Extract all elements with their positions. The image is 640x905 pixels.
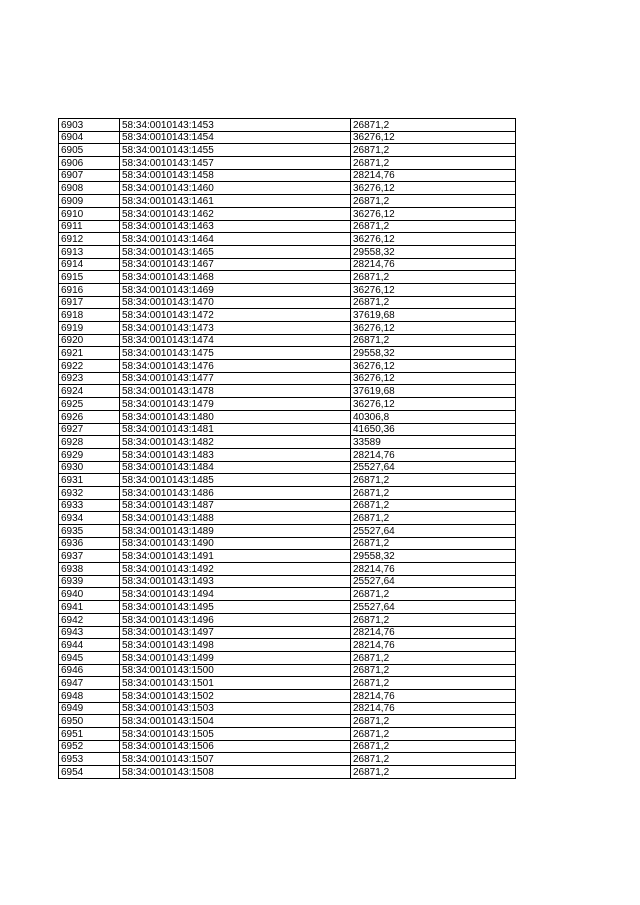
cadastral-number-cell: 58:34:0010143:1487	[120, 499, 351, 512]
value-cell: 41650,36	[351, 423, 516, 436]
table-row	[59, 766, 516, 779]
table-row	[59, 410, 516, 423]
row-number-cell: 6948	[59, 689, 120, 702]
value-cell: 26871,2	[351, 296, 516, 309]
cadastral-number-cell: 58:34:0010143:1467	[120, 258, 351, 271]
table-row	[59, 626, 516, 639]
table-row	[59, 550, 516, 563]
cadastral-number-cell: 58:34:0010143:1491	[120, 550, 351, 563]
cadastral-number-cell: 58:34:0010143:1504	[120, 715, 351, 728]
table-row	[59, 664, 516, 677]
row-number-cell: 6913	[59, 245, 120, 258]
table-row	[59, 233, 516, 246]
table-row	[59, 220, 516, 233]
table-row	[59, 525, 516, 538]
value-cell: 26871,2	[351, 715, 516, 728]
row-number-cell: 6933	[59, 499, 120, 512]
row-number-cell: 6935	[59, 525, 120, 538]
row-number-cell: 6954	[59, 766, 120, 779]
row-number-cell: 6940	[59, 588, 120, 601]
cadastral-number-cell: 58:34:0010143:1482	[120, 436, 351, 449]
table-row	[59, 702, 516, 715]
row-number-cell: 6908	[59, 182, 120, 195]
table-row	[59, 486, 516, 499]
table-row	[59, 334, 516, 347]
row-number-cell: 6905	[59, 144, 120, 157]
table-row	[59, 245, 516, 258]
row-number-cell: 6906	[59, 157, 120, 170]
value-cell: 28214,76	[351, 626, 516, 639]
table-row	[59, 347, 516, 360]
table-row	[59, 436, 516, 449]
table-row	[59, 398, 516, 411]
cadastral-number-cell: 58:34:0010143:1490	[120, 537, 351, 550]
row-number-cell: 6915	[59, 271, 120, 284]
table-row	[59, 423, 516, 436]
table-row	[59, 144, 516, 157]
table-row	[59, 639, 516, 652]
row-number-cell: 6938	[59, 563, 120, 576]
value-cell: 26871,2	[351, 651, 516, 664]
row-number-cell: 6941	[59, 601, 120, 614]
row-number-cell: 6918	[59, 309, 120, 322]
value-cell: 28214,76	[351, 639, 516, 652]
row-number-cell: 6910	[59, 207, 120, 220]
row-number-cell: 6903	[59, 119, 120, 132]
table-row	[59, 474, 516, 487]
table-row	[59, 448, 516, 461]
cadastral-number-cell: 58:34:0010143:1458	[120, 169, 351, 182]
cadastral-number-cell: 58:34:0010143:1484	[120, 461, 351, 474]
row-number-cell: 6928	[59, 436, 120, 449]
cadastral-number-cell: 58:34:0010143:1465	[120, 245, 351, 258]
row-number-cell: 6939	[59, 575, 120, 588]
table-row	[59, 588, 516, 601]
table-row	[59, 322, 516, 335]
value-cell: 36276,12	[351, 372, 516, 385]
table-row	[59, 372, 516, 385]
table-row	[59, 296, 516, 309]
row-number-cell: 6931	[59, 474, 120, 487]
cadastral-number-cell: 58:34:0010143:1481	[120, 423, 351, 436]
table-row	[59, 360, 516, 373]
cadastral-number-cell: 58:34:0010143:1495	[120, 601, 351, 614]
table-row	[59, 131, 516, 144]
value-cell: 28214,76	[351, 702, 516, 715]
row-number-cell: 6917	[59, 296, 120, 309]
row-number-cell: 6945	[59, 651, 120, 664]
value-cell: 26871,2	[351, 512, 516, 525]
table-row	[59, 195, 516, 208]
cadastral-number-cell: 58:34:0010143:1457	[120, 157, 351, 170]
row-number-cell: 6929	[59, 448, 120, 461]
value-cell: 26871,2	[351, 766, 516, 779]
row-number-cell: 6922	[59, 360, 120, 373]
value-cell: 26871,2	[351, 740, 516, 753]
value-cell: 37619,68	[351, 309, 516, 322]
cadastral-number-cell: 58:34:0010143:1485	[120, 474, 351, 487]
row-number-cell: 6953	[59, 753, 120, 766]
value-cell: 26871,2	[351, 144, 516, 157]
table-row	[59, 601, 516, 614]
row-number-cell: 6934	[59, 512, 120, 525]
value-cell: 26871,2	[351, 334, 516, 347]
value-cell: 26871,2	[351, 474, 516, 487]
row-number-cell: 6936	[59, 537, 120, 550]
value-cell: 26871,2	[351, 728, 516, 741]
cadastral-number-cell: 58:34:0010143:1474	[120, 334, 351, 347]
value-cell: 36276,12	[351, 233, 516, 246]
value-cell: 26871,2	[351, 537, 516, 550]
cadastral-number-cell: 58:34:0010143:1461	[120, 195, 351, 208]
cadastral-number-cell: 58:34:0010143:1477	[120, 372, 351, 385]
value-cell: 33589	[351, 436, 516, 449]
cadastral-number-cell: 58:34:0010143:1472	[120, 309, 351, 322]
value-cell: 36276,12	[351, 322, 516, 335]
document-page	[58, 118, 515, 779]
table-row	[59, 258, 516, 271]
value-cell: 28214,76	[351, 689, 516, 702]
table-body	[59, 119, 516, 779]
cadastral-number-cell: 58:34:0010143:1455	[120, 144, 351, 157]
value-cell: 26871,2	[351, 195, 516, 208]
cadastral-number-cell: 58:34:0010143:1502	[120, 689, 351, 702]
value-cell: 29558,32	[351, 550, 516, 563]
cadastral-number-cell: 58:34:0010143:1492	[120, 563, 351, 576]
row-number-cell: 6949	[59, 702, 120, 715]
value-cell: 25527,64	[351, 525, 516, 538]
cadastral-number-cell: 58:34:0010143:1460	[120, 182, 351, 195]
cadastral-number-cell: 58:34:0010143:1493	[120, 575, 351, 588]
cadastral-number-cell: 58:34:0010143:1499	[120, 651, 351, 664]
value-cell: 36276,12	[351, 398, 516, 411]
cadastral-number-cell: 58:34:0010143:1506	[120, 740, 351, 753]
row-number-cell: 6944	[59, 639, 120, 652]
cadastral-number-cell: 58:34:0010143:1503	[120, 702, 351, 715]
row-number-cell: 6925	[59, 398, 120, 411]
cadastral-number-cell: 58:34:0010143:1476	[120, 360, 351, 373]
row-number-cell: 6911	[59, 220, 120, 233]
row-number-cell: 6923	[59, 372, 120, 385]
data-table	[58, 118, 516, 779]
cadastral-number-cell: 58:34:0010143:1505	[120, 728, 351, 741]
value-cell: 26871,2	[351, 677, 516, 690]
row-number-cell: 6930	[59, 461, 120, 474]
row-number-cell: 6912	[59, 233, 120, 246]
table-row	[59, 499, 516, 512]
cadastral-number-cell: 58:34:0010143:1463	[120, 220, 351, 233]
row-number-cell: 6952	[59, 740, 120, 753]
value-cell: 28214,76	[351, 563, 516, 576]
table-row	[59, 157, 516, 170]
cadastral-number-cell: 58:34:0010143:1462	[120, 207, 351, 220]
table-row	[59, 512, 516, 525]
table-row	[59, 119, 516, 132]
cadastral-number-cell: 58:34:0010143:1453	[120, 119, 351, 132]
cadastral-number-cell: 58:34:0010143:1488	[120, 512, 351, 525]
table-row	[59, 207, 516, 220]
cadastral-number-cell: 58:34:0010143:1489	[120, 525, 351, 538]
table-row	[59, 182, 516, 195]
row-number-cell: 6947	[59, 677, 120, 690]
table-row	[59, 613, 516, 626]
cadastral-number-cell: 58:34:0010143:1464	[120, 233, 351, 246]
cadastral-number-cell: 58:34:0010143:1496	[120, 613, 351, 626]
table-row	[59, 385, 516, 398]
cadastral-number-cell: 58:34:0010143:1494	[120, 588, 351, 601]
cadastral-number-cell: 58:34:0010143:1501	[120, 677, 351, 690]
value-cell: 28214,76	[351, 169, 516, 182]
value-cell: 26871,2	[351, 664, 516, 677]
cadastral-number-cell: 58:34:0010143:1475	[120, 347, 351, 360]
table-row	[59, 677, 516, 690]
table-row	[59, 715, 516, 728]
row-number-cell: 6916	[59, 283, 120, 296]
cadastral-number-cell: 58:34:0010143:1468	[120, 271, 351, 284]
value-cell: 25527,64	[351, 575, 516, 588]
cadastral-number-cell: 58:34:0010143:1473	[120, 322, 351, 335]
value-cell: 36276,12	[351, 131, 516, 144]
value-cell: 26871,2	[351, 753, 516, 766]
row-number-cell: 6942	[59, 613, 120, 626]
row-number-cell: 6907	[59, 169, 120, 182]
row-number-cell: 6950	[59, 715, 120, 728]
table-row	[59, 461, 516, 474]
table-row	[59, 283, 516, 296]
value-cell: 28214,76	[351, 258, 516, 271]
row-number-cell: 6946	[59, 664, 120, 677]
cadastral-number-cell: 58:34:0010143:1497	[120, 626, 351, 639]
cadastral-number-cell: 58:34:0010143:1478	[120, 385, 351, 398]
row-number-cell: 6920	[59, 334, 120, 347]
cadastral-number-cell: 58:34:0010143:1508	[120, 766, 351, 779]
table-row	[59, 271, 516, 284]
row-number-cell: 6921	[59, 347, 120, 360]
value-cell: 26871,2	[351, 486, 516, 499]
table-row	[59, 689, 516, 702]
value-cell: 25527,64	[351, 601, 516, 614]
value-cell: 36276,12	[351, 360, 516, 373]
value-cell: 37619,68	[351, 385, 516, 398]
table-row	[59, 309, 516, 322]
row-number-cell: 6909	[59, 195, 120, 208]
cadastral-number-cell: 58:34:0010143:1500	[120, 664, 351, 677]
table-row	[59, 753, 516, 766]
value-cell: 26871,2	[351, 271, 516, 284]
row-number-cell: 6904	[59, 131, 120, 144]
value-cell: 26871,2	[351, 119, 516, 132]
value-cell: 40306,8	[351, 410, 516, 423]
row-number-cell: 6943	[59, 626, 120, 639]
table-row	[59, 169, 516, 182]
value-cell: 36276,12	[351, 182, 516, 195]
table-row	[59, 537, 516, 550]
value-cell: 29558,32	[351, 245, 516, 258]
value-cell: 26871,2	[351, 613, 516, 626]
value-cell: 36276,12	[351, 207, 516, 220]
row-number-cell: 6937	[59, 550, 120, 563]
row-number-cell: 6924	[59, 385, 120, 398]
cadastral-number-cell: 58:34:0010143:1479	[120, 398, 351, 411]
value-cell: 36276,12	[351, 283, 516, 296]
value-cell: 26871,2	[351, 220, 516, 233]
row-number-cell: 6926	[59, 410, 120, 423]
row-number-cell: 6932	[59, 486, 120, 499]
table-row	[59, 728, 516, 741]
row-number-cell: 6919	[59, 322, 120, 335]
cadastral-number-cell: 58:34:0010143:1483	[120, 448, 351, 461]
cadastral-number-cell: 58:34:0010143:1486	[120, 486, 351, 499]
value-cell: 26871,2	[351, 157, 516, 170]
row-number-cell: 6951	[59, 728, 120, 741]
value-cell: 28214,76	[351, 448, 516, 461]
value-cell: 29558,32	[351, 347, 516, 360]
cadastral-number-cell: 58:34:0010143:1498	[120, 639, 351, 652]
row-number-cell: 6927	[59, 423, 120, 436]
table-row	[59, 563, 516, 576]
row-number-cell: 6914	[59, 258, 120, 271]
value-cell: 26871,2	[351, 499, 516, 512]
value-cell: 26871,2	[351, 588, 516, 601]
cadastral-number-cell: 58:34:0010143:1469	[120, 283, 351, 296]
cadastral-number-cell: 58:34:0010143:1480	[120, 410, 351, 423]
table-row	[59, 740, 516, 753]
cadastral-number-cell: 58:34:0010143:1507	[120, 753, 351, 766]
cadastral-number-cell: 58:34:0010143:1470	[120, 296, 351, 309]
table-row	[59, 575, 516, 588]
value-cell: 25527,64	[351, 461, 516, 474]
cadastral-number-cell: 58:34:0010143:1454	[120, 131, 351, 144]
table-row	[59, 651, 516, 664]
